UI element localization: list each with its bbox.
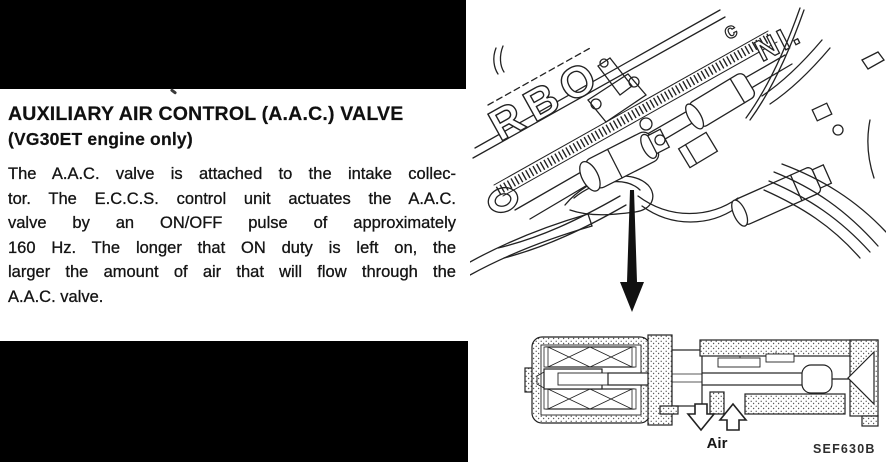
emboss-letter-c: c [718,16,742,45]
redaction-bar-top [0,0,466,89]
redaction-bar-bottom [0,341,468,462]
body-line: 160 Hz. The longer that ON duty is left on, the [8,238,456,257]
figure-code: SEF630B [813,442,876,456]
air-label: Air [706,435,728,452]
article-column [8,102,456,310]
brand-emboss-text: NI. [750,17,808,69]
pointer-arrow [620,190,644,312]
solenoid-coil-upper [544,347,636,367]
solenoid-coil-lower [544,389,636,409]
body-line: The A.A.C. valve is attached to the intake collec- [8,165,456,183]
plunger-shaft [608,373,808,385]
body-line: valve by an ON/OFF pulse of approximately [8,214,456,233]
section-subtitle: (VG30ET engine only) [8,129,193,149]
body-line: tor. The E.C.C.S. control unit actuates the A.A.C. [8,189,456,208]
section-title: AUXILIARY AIR CONTROL (A.A.C.) VALVE [8,103,404,125]
body-paragraph [8,162,456,310]
body-line: A.A.C. valve. [8,287,104,306]
engine-bay-illustration [470,0,886,312]
body-line: larger the amount of air that will flow through the [8,263,456,282]
scan-speck [170,88,177,95]
turbo-emboss-text: RBO [481,48,612,151]
